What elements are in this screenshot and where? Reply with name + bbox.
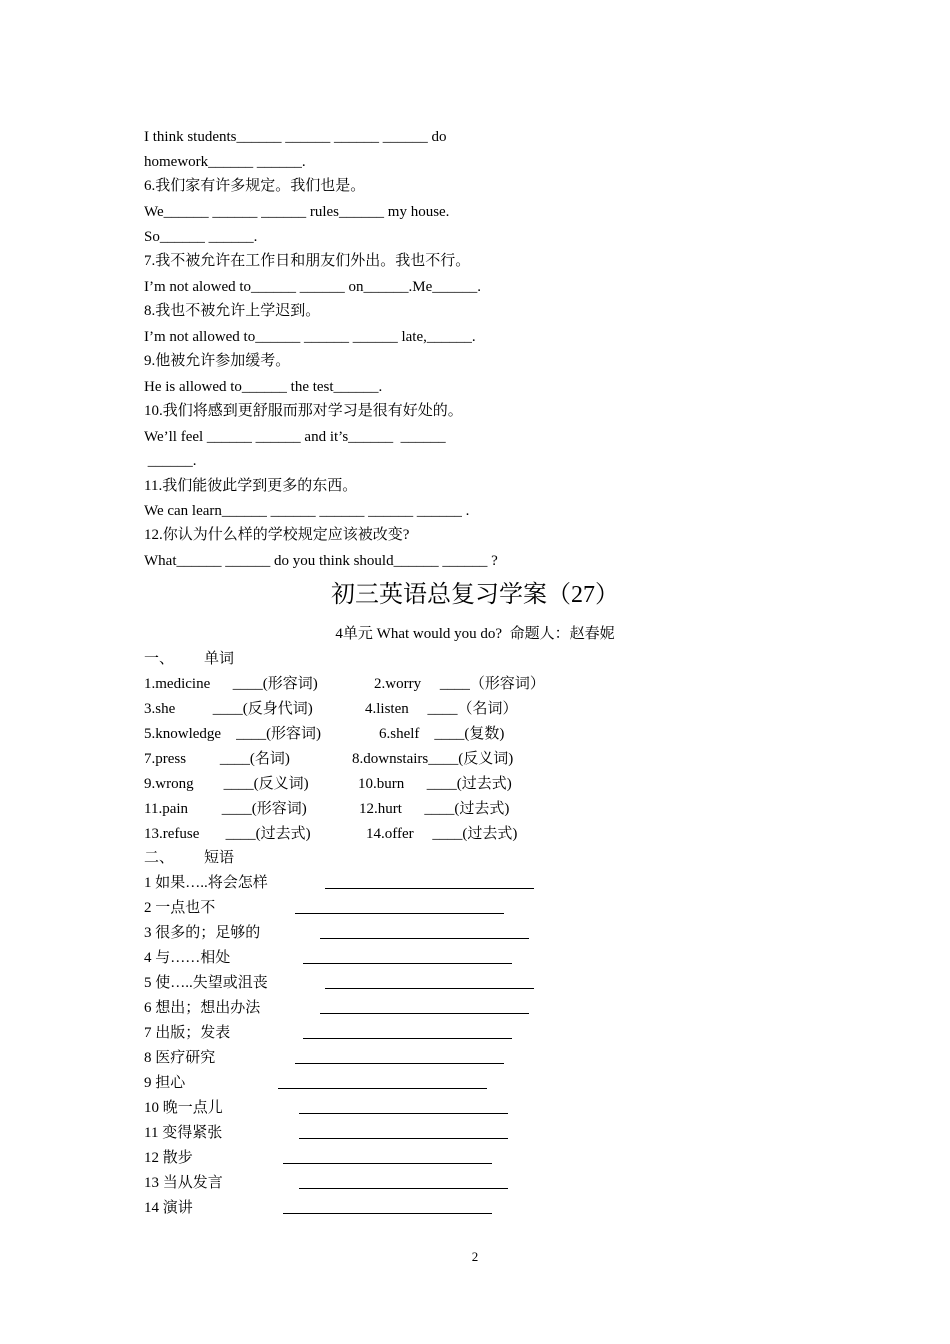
word-item: 10.burn ____(过去式) — [358, 776, 512, 792]
exercise-line: I’m not alowed to______ ______ on______.Me______. — [144, 279, 482, 295]
phrase-label: 10 晚一点儿 — [144, 1100, 223, 1116]
section-heading-words: 一、 单词 — [144, 651, 235, 667]
phrase-label: 1 如果…..将会怎样 — [144, 875, 268, 891]
answer-line — [325, 888, 534, 889]
exercise-line: We can learn______ ______ ______ ______ ______ . — [144, 503, 470, 519]
phrase-label: 13 当从发言 — [144, 1175, 223, 1191]
phrase-label: 7 出版；发表 — [144, 1025, 231, 1041]
page-subtitle: 4单元 What would you do? 命题人：赵春妮 — [335, 626, 615, 642]
answer-line — [303, 1038, 512, 1039]
exercise-line: 9.他被允许参加缓考。 — [144, 353, 291, 369]
exercise-line: 8.我也不被允许上学迟到。 — [144, 303, 321, 319]
word-item: 14.offer ____(过去式) — [366, 826, 518, 842]
phrase-label: 8 医疗研究 — [144, 1050, 216, 1066]
word-item: 1.medicine ____(形容词) — [144, 676, 318, 692]
answer-line — [299, 1113, 508, 1114]
exercise-line: 12.你认为什么样的学校规定应该被改变? — [144, 527, 410, 543]
answer-line — [295, 913, 504, 914]
exercise-line: We______ ______ ______ rules______ my house. — [144, 204, 450, 220]
word-item: 9.wrong ____(反义词) — [144, 776, 309, 792]
exercise-line: 6.我们家有许多规定。我们也是。 — [144, 178, 366, 194]
word-item: 6.shelf ____(复数) — [379, 726, 505, 742]
word-item: 11.pain ____(形容词) — [144, 801, 307, 817]
phrase-label: 2 一点也不 — [144, 900, 216, 916]
answer-line — [303, 963, 512, 964]
page-number: 2 — [471, 1249, 479, 1264]
exercise-line: I think students______ ______ ______ ______ do — [144, 129, 447, 145]
word-item: 4.listen ____（名词） — [365, 701, 518, 717]
exercise-line: What______ ______ do you think should______ ______ ? — [144, 553, 498, 569]
phrase-label: 6 想出；想出办法 — [144, 1000, 261, 1016]
word-item: 7.press ____(名词) — [144, 751, 290, 767]
exercise-line: ______. — [144, 453, 197, 469]
answer-line — [299, 1188, 508, 1189]
answer-line — [283, 1213, 492, 1214]
phrase-label: 12 散步 — [144, 1150, 193, 1166]
exercise-line: homework______ ______. — [144, 154, 306, 170]
exercise-line: We’ll feel ______ ______ and it’s______ ______ — [144, 429, 446, 445]
phrase-label: 14 演讲 — [144, 1200, 193, 1216]
answer-line — [283, 1163, 492, 1164]
word-item: 3.she ____(反身代词) — [144, 701, 313, 717]
word-item: 2.worry ____（形容词） — [374, 676, 545, 692]
page-title: 初三英语总复习学案（27） — [331, 582, 619, 608]
section-heading-phrases: 二、 短语 — [144, 850, 235, 866]
exercise-line: 7.我不被允许在工作日和朋友们外出。我也不行。 — [144, 253, 471, 269]
word-item: 12.hurt ____(过去式) — [359, 801, 510, 817]
phrase-label: 11 变得紧张 — [144, 1125, 223, 1141]
answer-line — [320, 938, 529, 939]
phrase-label: 4 与……相处 — [144, 950, 231, 966]
answer-line — [325, 988, 534, 989]
answer-line — [278, 1088, 487, 1089]
exercise-line: I’m not allowed to______ ______ ______ late,______. — [144, 329, 476, 345]
word-item: 8.downstairs____(反义词) — [352, 751, 514, 767]
exercise-line: He is allowed to______ the test______. — [144, 379, 383, 395]
phrase-label: 5 使…..失望或沮丧 — [144, 975, 268, 991]
word-item: 5.knowledge ____(形容词) — [144, 726, 322, 742]
answer-line — [295, 1063, 504, 1064]
answer-line — [299, 1138, 508, 1139]
exercise-line: 11.我们能彼此学到更多的东西。 — [144, 478, 358, 494]
answer-line — [320, 1013, 529, 1014]
phrase-label: 3 很多的；足够的 — [144, 925, 261, 941]
exercise-line: 10.我们将感到更舒服而那对学习是很有好处的。 — [144, 403, 463, 419]
exercise-line: So______ ______. — [144, 229, 258, 245]
word-item: 13.refuse ____(过去式) — [144, 826, 311, 842]
phrase-label: 9 担心 — [144, 1075, 186, 1091]
